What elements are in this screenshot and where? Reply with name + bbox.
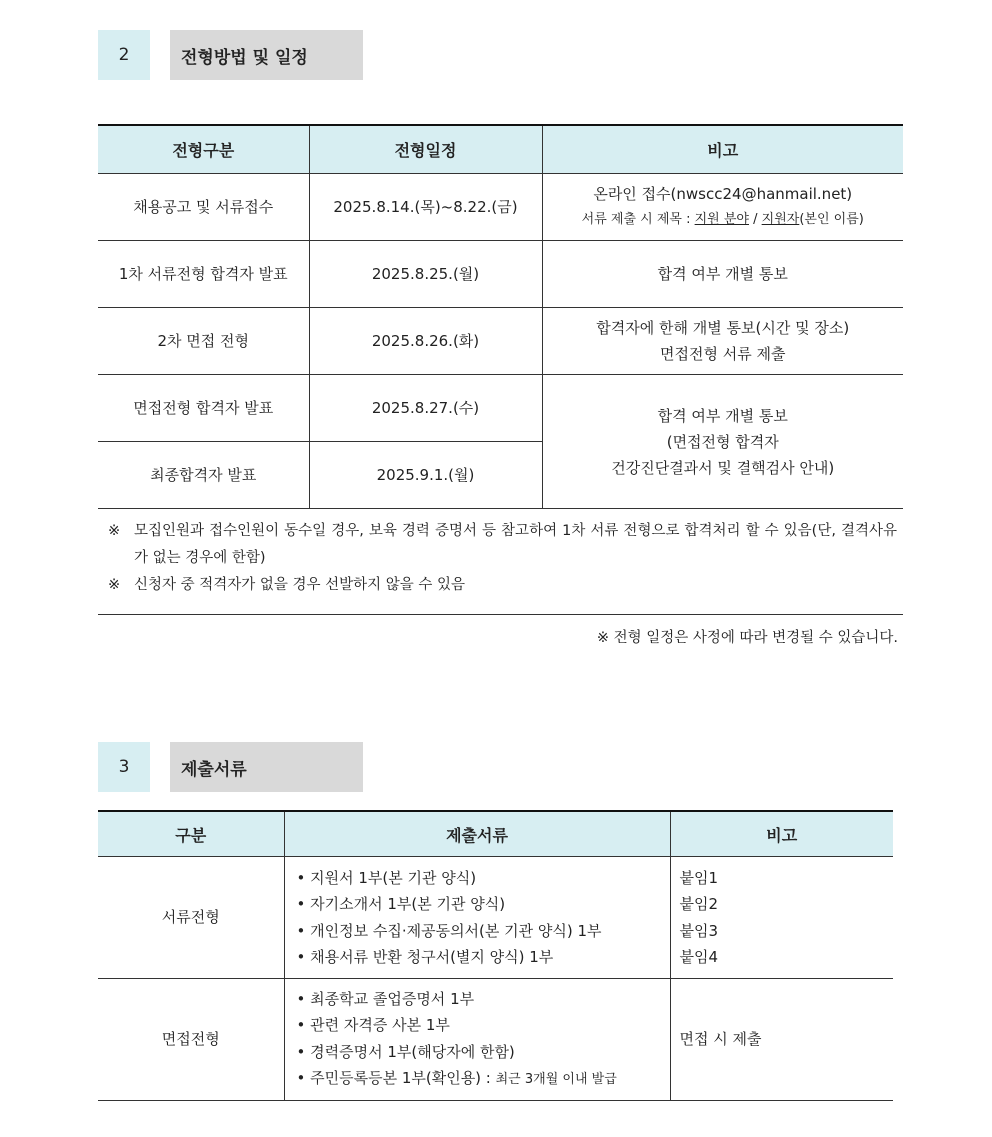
section-2-title: 전형방법 및 일정 <box>170 30 363 80</box>
date-cell: 2025.8.27.(수) <box>309 375 542 442</box>
remarks-cell <box>542 375 903 509</box>
remarks-cell <box>670 857 893 979</box>
stage-cell: 2차 면접 전형 <box>98 308 309 375</box>
remark-applicant-text: 지원자 <box>761 212 800 227</box>
header-date: 전형일정 <box>309 125 542 174</box>
document-item: • 채용서류 반환 청구서(별지 양식) 1부 <box>296 948 554 966</box>
remark-text: (본인 이름) <box>799 212 864 227</box>
remark-line: 합격 여부 개별 통보 <box>657 406 788 425</box>
remarks-cell <box>542 174 903 241</box>
section-3-title: 제출서류 <box>170 742 363 792</box>
attachment-label: 붙임4 <box>679 948 719 966</box>
remark-text: 서류 제출 시 제목 : <box>581 212 695 227</box>
remark-line <box>544 207 903 233</box>
table-row <box>98 241 903 308</box>
attachment-label: 붙임2 <box>679 895 719 913</box>
remark-line: 합격자에 한해 개별 통보(시간 및 장소) <box>596 319 850 337</box>
note-text: 모집인원과 접수인원이 동수일 경우, 보육 경력 증명서 등 참고하여 1차 서류 전형으로 합격처리 할 수 있음(단, 결격사유가 없는 경우에 한함) <box>134 523 897 566</box>
remark-line: 면접전형 서류 제출 <box>660 345 786 363</box>
remark-field-text: 지원 분야 <box>694 212 749 227</box>
document-text: • 주민등록등본 1부(확인용) : <box>296 1069 496 1087</box>
document-item: • 개인정보 수집·제공동의서(본 기관 양식) 1부 <box>296 921 602 940</box>
schedule-table-header <box>98 125 903 174</box>
documents-cell <box>284 979 670 1101</box>
remarks-cell <box>542 308 903 375</box>
header-stage: 전형구분 <box>98 125 309 174</box>
note-mark: ※ <box>108 523 121 539</box>
schedule-table <box>98 124 903 509</box>
header-remarks: 비고 <box>670 811 893 857</box>
schedule-change-note: ※ 전형 일정은 사정에 따라 변경될 수 있습니다. <box>596 630 898 646</box>
remarks-cell: 합격 여부 개별 통보 <box>542 241 903 308</box>
attachment-label: 붙임1 <box>679 868 719 887</box>
table-row <box>98 308 903 375</box>
note-item <box>98 518 903 572</box>
category-cell: 서류전형 <box>98 857 284 979</box>
header-category: 구분 <box>98 811 284 857</box>
date-cell: 2025.8.25.(월) <box>309 241 542 308</box>
section-2-number: 2 <box>98 30 150 80</box>
note-text: 신청자 중 적격자가 없을 경우 선발하지 않을 수 있음 <box>134 577 466 593</box>
documents-cell <box>284 857 670 979</box>
date-cell: 2025.8.14.(목)~8.22.(금) <box>309 174 542 241</box>
header-remarks: 비고 <box>542 125 903 174</box>
document-item: • 관련 자격증 사본 1부 <box>296 1016 450 1034</box>
stage-cell: 채용공고 및 서류접수 <box>98 174 309 241</box>
documents-table <box>98 810 893 1101</box>
table-row <box>98 857 893 979</box>
document-item: • 지원서 1부(본 기관 양식) <box>296 868 477 887</box>
remark-text: / <box>748 212 762 227</box>
stage-cell: 면접전형 합격자 발표 <box>98 375 309 442</box>
notes-block <box>98 504 903 615</box>
stage-cell: 1차 서류전형 합격자 발표 <box>98 241 309 308</box>
table-row <box>98 174 903 241</box>
remark-line: (면접전형 합격자 <box>666 432 779 451</box>
remarks-cell: 면접 시 제출 <box>670 979 893 1101</box>
document-item: • 자기소개서 1부(본 기관 양식) <box>296 895 506 913</box>
document-item <box>297 1065 669 1094</box>
note-item <box>98 572 903 599</box>
document-item: • 경력증명서 1부(해당자에 한함) <box>296 1042 515 1061</box>
remark-line: 건강진단결과서 및 결핵검사 안내) <box>611 458 835 477</box>
documents-table-header <box>98 811 893 857</box>
table-row <box>98 375 903 442</box>
section-3-number: 3 <box>98 742 150 792</box>
remark-line: 온라인 접수(nwscc24@hanmail.net) <box>593 185 853 203</box>
table-row <box>98 979 893 1101</box>
attachment-label: 붙임3 <box>679 921 719 940</box>
header-documents: 제출서류 <box>284 811 670 857</box>
stage-cell: 최종합격자 발표 <box>98 442 309 509</box>
date-cell: 2025.9.1.(월) <box>309 442 542 509</box>
document-small-note: 최근 3개월 이내 발급 <box>495 1072 617 1087</box>
date-cell: 2025.8.26.(화) <box>309 308 542 375</box>
note-mark: ※ <box>108 577 121 593</box>
category-cell: 면접전형 <box>98 979 284 1101</box>
document-item: • 최종학교 졸업증명서 1부 <box>296 989 475 1008</box>
